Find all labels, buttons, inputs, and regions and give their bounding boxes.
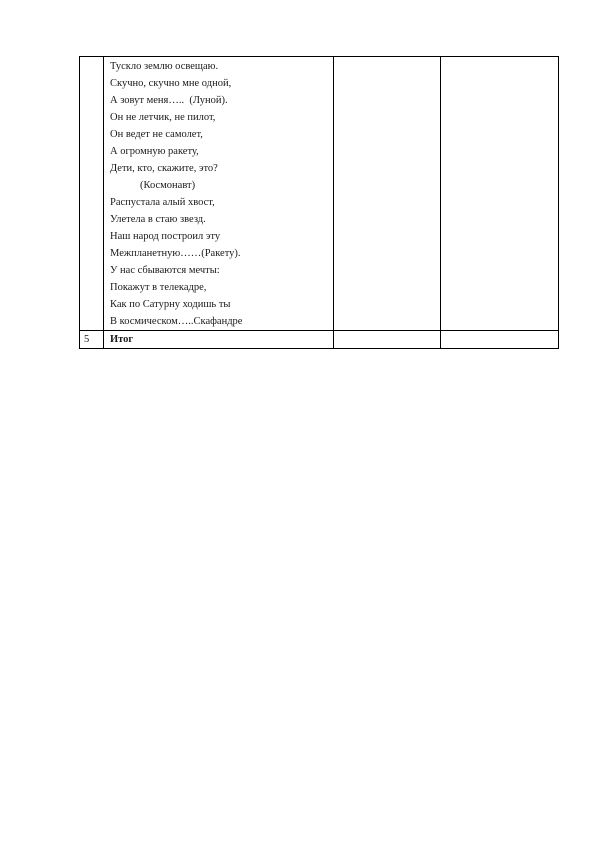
empty-cell (441, 57, 559, 331)
poem-line: Улетела в стаю звезд. (110, 214, 206, 225)
poem-line: В космическом…..Скафандре (110, 316, 243, 327)
table-row (80, 57, 559, 331)
poem-line: А огромную ракету, (110, 146, 199, 157)
empty-cell (334, 57, 441, 331)
poem-line: Он ведет не самолет, (110, 129, 203, 140)
assessment-table (79, 56, 559, 349)
poem-line: У нас сбываются мечты: (110, 265, 220, 276)
poem-line: Как по Сатурну ходишь ты (110, 299, 231, 310)
empty-cell (441, 331, 559, 349)
poem-line: (Космонавт) (140, 180, 196, 191)
poem-line: Он не летчик, не пилот, (110, 112, 216, 123)
poem-line: Дети, кто, скажите, это? (110, 163, 218, 174)
poem-line: Межпланетную……(Ракету). (110, 248, 241, 259)
poem-line: Покажут в телекадре, (110, 282, 207, 293)
poem-line: А зовут меня….. (Луной). (110, 95, 228, 106)
row-number: 5 (80, 331, 104, 349)
empty-cell (334, 331, 441, 349)
poem-cell (104, 57, 334, 331)
total-row (80, 331, 559, 349)
poem-line: Тускло землю освещаю. (110, 61, 219, 72)
poem-line: Скучно, скучно мне одной, (110, 78, 232, 89)
poem-line: Распустала алый хвост, (110, 197, 215, 208)
row-number-cell (80, 57, 104, 331)
poem-line: Наш народ построил эту (110, 231, 221, 242)
total-label: Итог (104, 331, 334, 349)
